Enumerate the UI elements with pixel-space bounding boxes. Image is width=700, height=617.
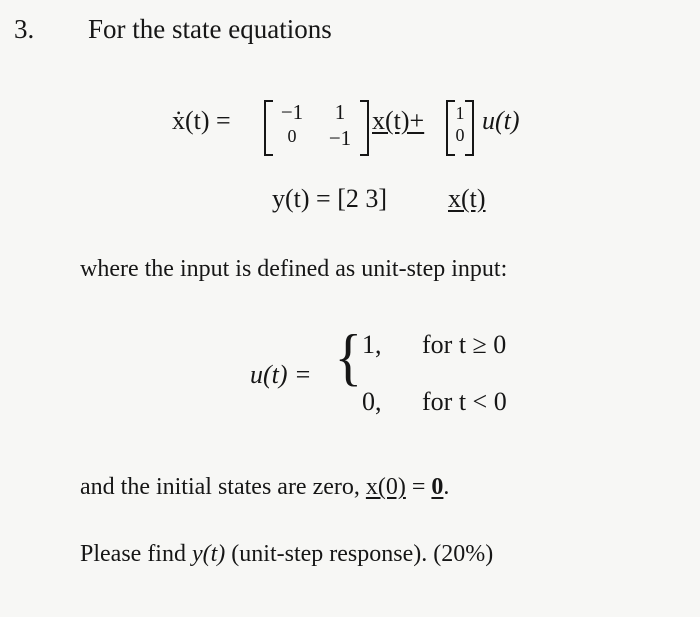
piecewise-brace: {: [334, 321, 363, 392]
input-def-lhs: u(t) =: [250, 360, 312, 389]
case2-value: 0,: [362, 387, 382, 416]
matrix-a-cell: 1: [334, 100, 346, 124]
question-title: For the state equations: [88, 14, 332, 44]
prompt-rest: (unit-step response). (20%): [225, 541, 494, 567]
matrix-a-cell: 0: [287, 126, 297, 146]
vector-b-cell: 0: [455, 125, 465, 145]
case2-condition: for t < 0: [422, 387, 507, 416]
initial-state-lhs: x(0): [365, 474, 406, 500]
initial-eq-sign: =: [405, 474, 432, 500]
prompt-text: Please find: [80, 541, 192, 567]
question-number: 3.: [14, 14, 35, 44]
initial-state-rhs: 0: [431, 474, 444, 500]
matrix-a-cell: −1: [328, 126, 352, 150]
vector-b-cell: 1: [455, 103, 465, 123]
state-eq-lhs: ẋ(t) =: [172, 106, 231, 135]
matrix-a-right-bracket: [360, 100, 369, 156]
input-intro-text: where the input is defined as unit-step input:: [80, 256, 508, 282]
vector-b-right-bracket: [465, 100, 474, 156]
output-eq-x-term: x(t): [448, 184, 486, 213]
state-eq-u-term: u(t): [482, 106, 520, 135]
case1-value: 1,: [362, 330, 382, 359]
initial-end: .: [443, 474, 450, 500]
initial-text: and the initial states are zero,: [80, 474, 366, 500]
case1-condition: for t ≥ 0: [422, 330, 507, 359]
prompt-var: y(t): [191, 541, 226, 567]
output-eq-lhs: y(t) = [2 3]: [272, 184, 388, 213]
prompt-line: [80, 541, 493, 568]
initial-states-line: [80, 474, 449, 501]
state-eq-x-term: x(t)+: [372, 106, 425, 135]
matrix-a-cell: −1: [280, 100, 304, 124]
